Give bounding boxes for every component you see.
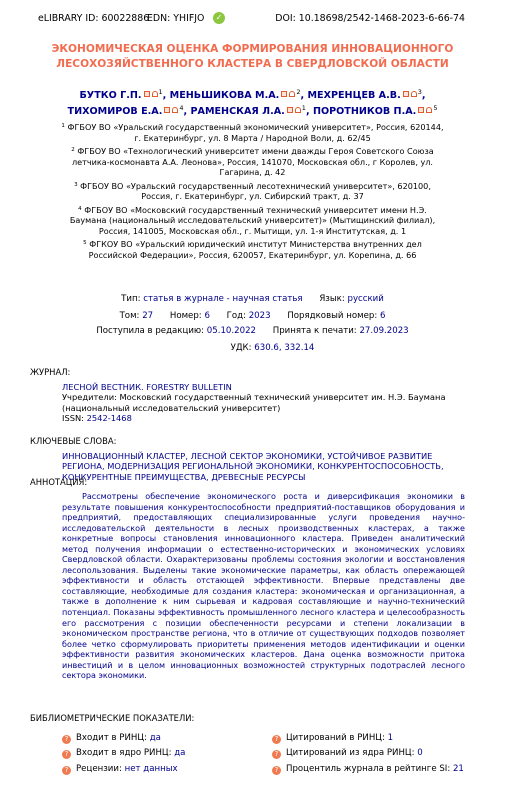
author-profile-icon[interactable]	[295, 107, 301, 113]
question-icon[interactable]: ?	[272, 766, 281, 775]
affiliation-number: 4	[78, 205, 82, 212]
question-icon[interactable]: ?	[272, 750, 281, 759]
bib-label: Входит в РИНЦ:	[76, 733, 147, 743]
affiliation-number: 3	[74, 181, 78, 188]
header-bar	[0, 12, 505, 26]
journal-heading: ЖУРНАЛ:	[30, 367, 71, 377]
udk-row	[40, 343, 505, 353]
lang-label: Язык:	[319, 294, 345, 304]
author-profile-icon[interactable]	[411, 91, 417, 97]
author[interactable]	[313, 106, 438, 117]
received-value: 05.10.2022	[206, 326, 257, 336]
author[interactable]: ТИХОМИРОВ Е.А. $^4$,	[67, 104, 188, 118]
affiliation-item	[60, 180, 445, 202]
bib-indicator	[272, 748, 423, 759]
question-icon[interactable]: ?	[62, 750, 71, 759]
author[interactable]: МЕХРЕНЦЕВ А.В. $^3$,	[307, 88, 426, 102]
article-title	[30, 42, 475, 72]
question-icon[interactable]: ?	[62, 766, 71, 775]
affiliation-item	[60, 145, 445, 178]
affiliation-number: 5	[83, 240, 87, 246]
journal-founder: Учредители: Московский государственный технический университет им. Н.Э. Баумана	[62, 392, 446, 403]
bib-label: Рецензии:	[76, 764, 122, 774]
affiliation-item	[60, 204, 445, 237]
received-label: Поступила в редакцию:	[96, 326, 205, 336]
edn-code: EDN: YHIFJO	[147, 13, 205, 24]
bib-indicator	[62, 748, 185, 759]
author[interactable]: МЕНЬШИКОВА М.А. $^2$,	[169, 88, 305, 102]
bib-indicator	[272, 733, 393, 744]
author-name[interactable]: ТИХОМИРОВ Е.А.	[67, 106, 163, 118]
article-title-line: ЛЕСОХОЗЯЙСТВЕННОГО КЛАСТЕРА В СВЕРДЛОВСКОЙ ОБЛАСТИ	[56, 58, 449, 70]
sequence-value: 6	[379, 311, 386, 321]
type-label: Тип:	[121, 294, 141, 304]
affiliation-text: ФГКОУ ВО «Уральский юридический институт Министерства внутренних дел Российской Федерации», Россия, 620057, Екатеринбург, ул. Корепина, д. 66	[88, 239, 422, 260]
author[interactable]: РАМЕНСКАЯ Л.А. $^1$,	[190, 104, 310, 118]
accepted-value: 27.09.2023	[359, 326, 409, 336]
udk-value: 630.6, 332.14	[254, 343, 315, 353]
bib-value: 0	[417, 748, 423, 758]
bib-indicator	[62, 733, 161, 744]
affiliation-ref: 2	[296, 88, 301, 96]
type-lang-row	[0, 294, 505, 304]
question-icon[interactable]: ?	[62, 735, 71, 744]
author-profile-icon[interactable]	[289, 91, 295, 97]
journal-founder-cont: (национальный исследовательский университет)	[62, 402, 281, 413]
sequence-label: Порядковый номер:	[287, 311, 378, 321]
author-profile-icon[interactable]	[426, 107, 432, 113]
abstract-text: Рассмотрены обеспечение экономического роста и диверсификация экономики в результате повышения конкурентоспособности предприятий-поставщиков оборудования и предприятий, предоставляющих специализированные услуги проведения научно-исследовательской деятельности в лесных производственных кластерах, а также конкретные вопросы становления инновационного кластера. Приведен аналитический метод получения информации о естественно-исторических и экономических условиях Свердловской области. Охарактеризованы проблемы состояния экологии и восстановления лесопользования. Выделены такие экономические параметры, как область опережающей эффективности и область отстающей эффективности. Впервые представлены две составляющие, необходимые для создания кластера: экономическая и организационная, а также в дополнение к ним сырьевая и кадровая составляющие и научно-технический потенциал. Показаны эффективность промышленного лесного кластера и целесообразность его рассмотрения с позиции обеспеченности ресурсами и степени локализации в экономическом пространстве региона, что в отличие от существующих подходов позволяет более четко сформулировать приоритеты применения методов идентификации и оценки эффективности развития экономических кластеров. Дана оценка возможности притока инвестиций и в целом инновационных возможностей структурных подотраслей лесного сектора экономики.	[62, 492, 465, 681]
dates-row	[0, 326, 505, 336]
email-icon[interactable]	[403, 91, 409, 97]
year-value: 2023	[248, 311, 271, 321]
question-icon[interactable]: ?	[272, 735, 281, 744]
email-icon[interactable]	[287, 107, 293, 113]
affiliation-ref: 1	[158, 88, 163, 96]
number-label: Номер:	[169, 311, 202, 321]
affiliation-text: ФГБОУ ВО «Уральский государственный лесотехнический университет», 620100, Россия, г. Екатеринбург, ул. Сибирский тракт, д. 37	[80, 180, 431, 201]
author-name[interactable]: МЕНЬШИКОВА М.А.	[169, 90, 280, 102]
accepted-label: Принята к печати:	[272, 326, 357, 336]
affiliation-number: 2	[71, 147, 75, 153]
bib-value: да	[149, 733, 161, 743]
affiliation-item	[60, 238, 445, 260]
article-title-line: ЭКОНОМИЧЕСКАЯ ОЦЕНКА ФОРМИРОВАНИЯ ИННОВАЦИОННОГО	[51, 43, 454, 55]
author-name[interactable]: РАМЕНСКАЯ Л.А.	[190, 106, 285, 118]
bib-label: Входит в ядро РИНЦ:	[76, 748, 172, 758]
issn-label: ISSN:	[62, 412, 84, 423]
journal-issn	[62, 413, 465, 423]
lang-value: русский	[347, 294, 384, 304]
number-value[interactable]: 6	[204, 311, 210, 321]
affiliation-text: ФГБОУ ВО «Технологический университет имени дважды Героя Советского Союза летчика-космонавта А.А. Леонова», Россия, 141070, Московская обл., г Королев, ул. Гагарина, д. 42	[71, 146, 434, 177]
keywords-list[interactable]: ИННОВАЦИОННЫЙ КЛАСТЕР, ЛЕСНОЙ СЕКТОР ЭКОНОМИКИ, УСТОЙЧИВОЕ РАЗВИТИЕ РЕГИОНА, МОДЕРНИЗАЦИЯ РЕГИОНАЛЬНОЙ ЭКОНОМИКИ, КОНКУРЕНТОСПОСОБНОСТЬ, КОНКУРЕНТНЫЕ ПРЕИМУЩЕСТВА, ДРЕВЕСНЫЕ РЕСУРСЫ	[62, 451, 444, 482]
email-icon[interactable]	[418, 107, 424, 113]
doi-link[interactable]: DOI: 10.18698/2542-1468-2023-6-66-74	[275, 13, 465, 24]
author-name[interactable]: БУТКО Г.П.	[79, 90, 142, 102]
type-value: статья в журнале - научная статья	[143, 294, 303, 304]
affiliation-text: ФГБОУ ВО «Уральский государственный экономический университет», Россия, 620144, г. Екатеринбург, ул. 8 Марта / Народной Воли, д. 62/45	[67, 122, 444, 143]
journal-block	[62, 382, 465, 423]
bibliometrics-heading: БИБЛИОМЕТРИЧЕСКИЕ ПОКАЗАТЕЛИ:	[30, 713, 195, 723]
year-label: Год:	[226, 311, 246, 321]
affiliation-ref: 3	[417, 88, 422, 96]
volume-value[interactable]: 27	[142, 311, 154, 321]
author-name[interactable]: МЕХРЕНЦЕВ А.В.	[307, 90, 401, 102]
affiliation-item	[60, 121, 445, 143]
author-name[interactable]: ПОРОТНИКОВ П.А.	[312, 106, 417, 118]
author-profile-icon[interactable]	[152, 91, 158, 97]
affiliations-list	[60, 121, 445, 262]
affiliation-text: ФГБОУ ВО «Московский государственный технический университет имени Н.Э. Баумана (национальный исследовательский университет)» (Мытищинский филиал), Россия, 141005, Московская обл., г. Мытищи, ул. 1-я Институтская, д. 1	[69, 204, 436, 236]
bib-label: Цитирований из ядра РИНЦ:	[286, 748, 415, 758]
abstract-heading: АННОТАЦИЯ:	[30, 477, 88, 487]
bib-label: Процентиль журнала в рейтинге SI:	[286, 764, 451, 774]
bib-value: нет данных	[124, 764, 178, 774]
issn-value: 2542-1468	[86, 412, 132, 423]
journal-name[interactable]: ЛЕСНОЙ ВЕСТНИК. FORESTRY BULLETIN	[62, 382, 232, 392]
email-icon[interactable]	[164, 107, 170, 113]
author-profile-icon[interactable]	[172, 107, 178, 113]
authors-list	[40, 86, 465, 118]
volume-label: Том:	[119, 311, 140, 321]
affiliation-ref: 4	[179, 104, 184, 113]
email-icon[interactable]	[144, 91, 150, 97]
affiliation-number: 1	[61, 123, 65, 129]
email-icon[interactable]	[281, 91, 287, 97]
bib-indicator	[272, 764, 464, 775]
issue-row	[0, 311, 505, 321]
bib-indicator	[62, 764, 178, 775]
affiliation-ref: 5	[433, 104, 438, 113]
author[interactable]: БУТКО Г.П. $^1$,	[79, 88, 167, 102]
affiliation-ref: 1	[301, 104, 306, 113]
bib-label: Цитирований в РИНЦ:	[286, 733, 385, 743]
udk-label: УДК:	[230, 343, 252, 353]
bib-value: да	[174, 748, 186, 758]
bib-value: 21	[452, 764, 464, 774]
bib-value[interactable]: 1	[387, 733, 394, 743]
keywords-heading: КЛЮЧЕВЫЕ СЛОВА:	[30, 436, 117, 446]
library-id: eLIBRARY ID: 60022886	[38, 13, 150, 24]
edn-info-icon[interactable]: ✓	[213, 12, 225, 24]
